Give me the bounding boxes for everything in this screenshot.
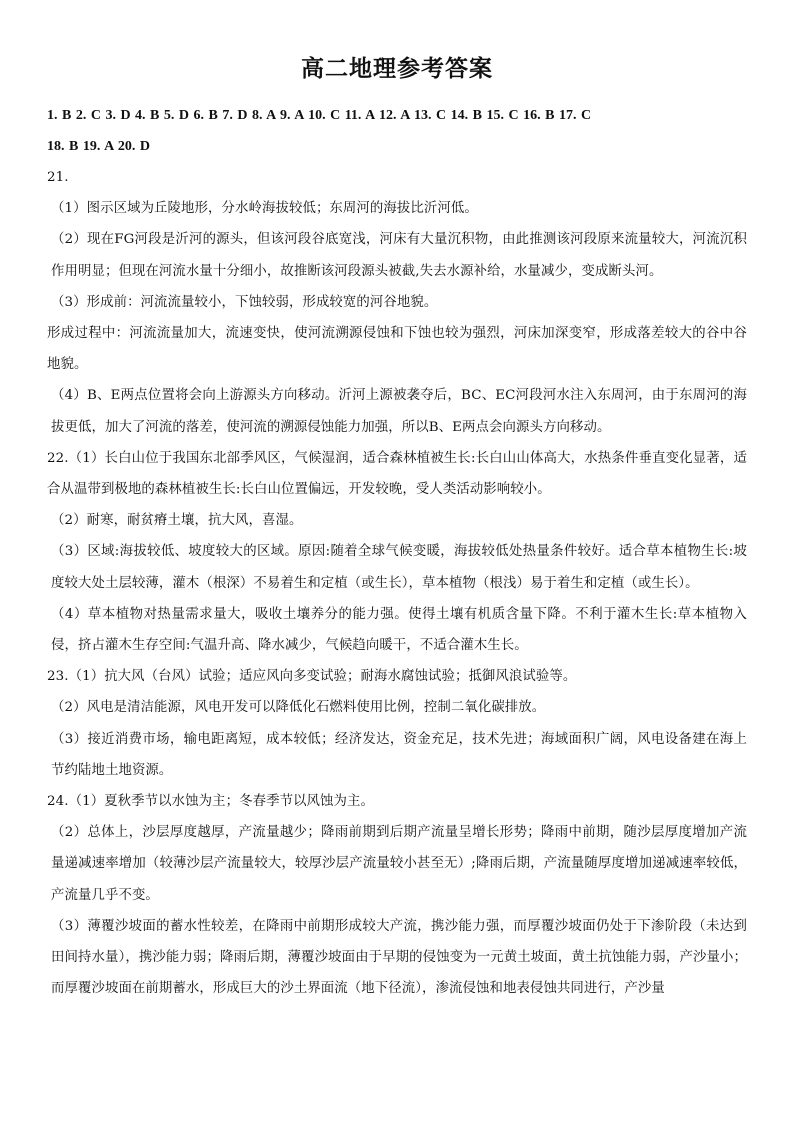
q24-part3: （3）薄覆沙坡面的蓄水性较差，在降雨中前期形成较大产流，携沙能力强，而厚覆沙坡面仍处于下渗阶段（未达到田间持水量），携沙能力弱；降雨后期，薄覆沙坡面由于早期的侵蚀变为一元黄土坡面，黄土抗蚀能力弱，产沙量小；而厚覆沙坡面在前期蓄水，形成巨大的沙土界面流（地下径流），渗流侵蚀和地表侵蚀共同进行，产沙量 [51, 918, 747, 997]
q21-part1: （1）图示区域为丘陵地形，分水岭海拔较低；东周河的海拔比沂河低。 [51, 201, 478, 217]
q23-part2: （2）风电是清洁能源，风电开发可以降低化石燃料使用比例，控制二氧化碳排放。 [51, 700, 546, 716]
mc-answers-line-2: 18. B 19. A 20. D [47, 139, 151, 154]
q24-part2: （2）总体上，沙层厚度越厚，产流量越少；降雨前期到后期产流量呈增长形势；降雨中前期，随沙层厚度增加产流量递减速率增加（较薄沙层产流量较大，较厚沙层产流量较小甚至无）;降雨后期，产流量随厚度增加递减速率较低，产流量几乎不变。 [51, 825, 747, 903]
q22-part2: （2）耐寒，耐贫瘠土壤，抗大风，喜湿。 [51, 513, 303, 529]
q24-part1: 24.（1）夏秋季节以水蚀为主；冬春季节以风蚀为主。 [47, 794, 375, 810]
q22-part4: （4）草本植物对热量需求量大，吸收土壤养分的能力强。使得土壤有机质含量下降。不利于灌木生长:草本植物入侵，挤占灌木生存空间:气温升高、降水减少，气候趋向暖干，不适合灌木生长。 [51, 606, 747, 654]
mc-answers-line-1: 1. B 2. C 3. D 4. B 5. D 6. B 7. D 8. A 9. A 10. C 11. A 12. A 13. C 14. B 15. C 16. B 17. C [47, 108, 592, 123]
q23-part3: （3）接近消费市场，输电距离短，成本较低；经济发达，资金充足，技术先进；海域面积广阔，风电设备建在海上节约陆地土地资源。 [51, 731, 747, 778]
q21-part3-before: （3）形成前：河流流量较小，下蚀较弱，形成较宽的河谷地貌。 [51, 294, 438, 310]
q21-number: 21. [47, 170, 69, 185]
answer-document [47, 52, 747, 1004]
q21-part3-during: 形成过程中：河流流量加大，流速变快，使河流溯源侵蚀和下蚀也较为强烈，河床加深变窄，形成落差较大的谷中谷地貌。 [47, 326, 747, 373]
q22-part3: （3）区域:海拔较低、坡度较大的区域。原因:随着全球气候变暖，海拔较低处热量条件较好。适合草本植物生长:坡度较大处土层较薄，灌木（根深）不易着生和定植（或生长），草本植物（根浅）易于着生和定植（或生长）。 [51, 544, 747, 591]
q22-part1: 22.（1）长白山位于我国东北部季风区，气候湿润，适合森林植被生长:长白山山体高大，水热条件垂直变化显著，适合从温带到极地的森林植被生长:长白山位置偏远，开发较晚，受人类活动影响较小。 [47, 450, 747, 498]
q21-part4: （4）B、E两点位置将会向上游源头方向移动。沂河上源被袭夺后，BC、EC河段河水注入东周河，由于东周河的海拔更低，加大了河流的落差，使河流的溯源侵蚀能力加强，所以B、E两点会向源头方向移动。 [51, 388, 747, 435]
q23-part1: 23.（1）抗大风（台风）试验；适应风向多变试验；耐海水腐蚀试验；抵御风浪试验等。 [47, 669, 577, 685]
q21-part2: （2）现在FG河段是沂河的源头，但该河段谷底宽浅，河床有大量沉积物，由此推测该河段原来流量较大，河流沉积作用明显；但现在河流水量十分细小，故推断该河段源头被截,失去水源补给，水量减少，变成断头河。 [51, 232, 747, 279]
page-title: 高二地理参考答案 [301, 55, 493, 82]
